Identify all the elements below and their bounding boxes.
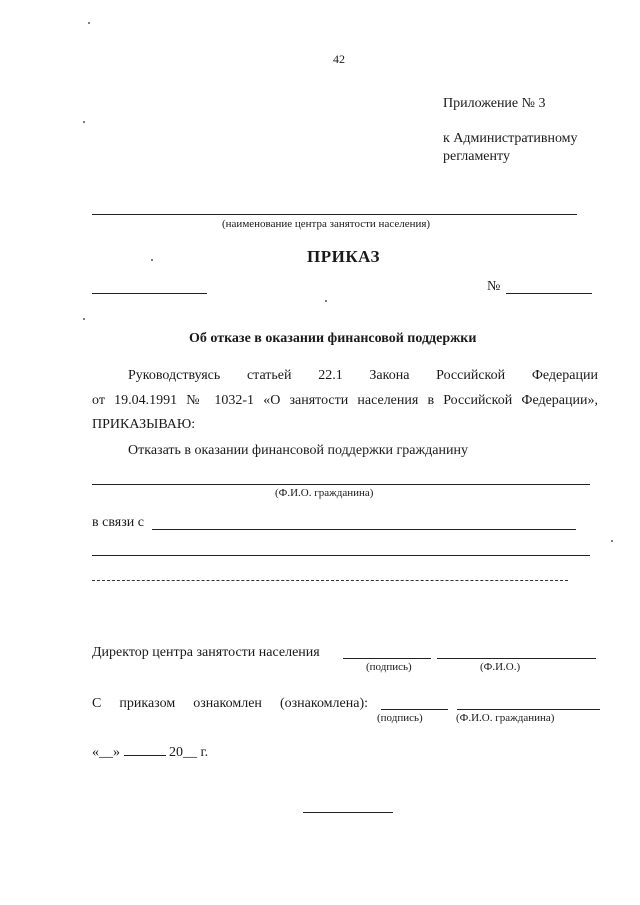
reason-line-1[interactable] [152, 529, 576, 530]
body-word: Российской [436, 368, 506, 383]
reason-line-3[interactable] [92, 580, 568, 581]
date-close-quote: » [113, 745, 120, 760]
acquainted-word: приказом [119, 696, 176, 711]
center-name-line[interactable] [92, 214, 577, 215]
page-number: 42 [333, 52, 345, 66]
director-signature-caption: (подпись) [366, 661, 412, 673]
date-month-line[interactable] [124, 743, 166, 756]
body-word: 22.1 [318, 368, 343, 383]
acquainted-name-caption: (Ф.И.О. гражданина) [456, 712, 555, 724]
acquainted-name-line[interactable] [457, 709, 600, 710]
director-label: Директор центра занятости населения [92, 645, 320, 660]
acquainted-date [92, 743, 208, 761]
date-year-prefix: 20 [169, 745, 183, 760]
reason-label: в связи с [92, 515, 144, 530]
acquainted-signature-line[interactable] [381, 709, 448, 710]
acquainted-label [92, 696, 368, 712]
body-word: статьей [246, 368, 292, 383]
scan-speck [83, 121, 85, 123]
reason-line-2[interactable] [92, 555, 590, 556]
appendix-number: Приложение № 3 [443, 96, 546, 111]
acquainted-word: С [92, 696, 102, 711]
body-word: Федерации [531, 368, 598, 383]
center-name-caption: (наименование центра занятости населения) [222, 218, 431, 230]
body-command: ПРИКАЗЫВАЮ: [92, 417, 196, 432]
scan-speck [325, 300, 327, 302]
closing-separator [303, 812, 393, 813]
appendix-reference: к Административному [443, 131, 578, 146]
body-word: Руководствуясь [128, 368, 221, 383]
order-subject: Об отказе в оказании финансовой поддержки [189, 331, 477, 346]
date-year-suffix: г. [200, 745, 209, 760]
body-word: Закона [369, 368, 410, 383]
document-title: ПРИКАЗ [307, 247, 380, 266]
date-open-quote: « [92, 745, 99, 760]
acquainted-word: (ознакомлена): [279, 696, 368, 711]
scan-speck [88, 22, 90, 24]
order-number-line[interactable] [506, 293, 592, 294]
scan-speck [611, 540, 613, 542]
appendix-reference-cont: регламенту [443, 149, 510, 164]
acquainted-word: ознакомлен [193, 696, 262, 711]
scan-speck [151, 259, 153, 261]
director-name-caption: (Ф.И.О.) [480, 661, 521, 673]
citizen-name-caption: (Ф.И.О. гражданина) [275, 487, 374, 499]
director-signature-line[interactable] [343, 658, 431, 659]
director-name-line[interactable] [437, 658, 596, 659]
order-number-label: № [487, 279, 501, 294]
order-date-line[interactable] [92, 293, 207, 294]
acquainted-signature-caption: (подпись) [377, 712, 423, 724]
date-day-blank[interactable]: __ [99, 745, 113, 760]
scan-speck [83, 318, 85, 320]
body-line-1 [128, 368, 598, 384]
body-refusal: Отказать в оказании финансовой поддержки гражданину [128, 443, 468, 458]
citizen-name-line[interactable] [92, 484, 590, 485]
date-year-blank[interactable]: __ [183, 745, 197, 760]
body-line-2: от 19.04.1991 № 1032-1 «О занятости населения в Российской Федерации», [92, 393, 598, 408]
